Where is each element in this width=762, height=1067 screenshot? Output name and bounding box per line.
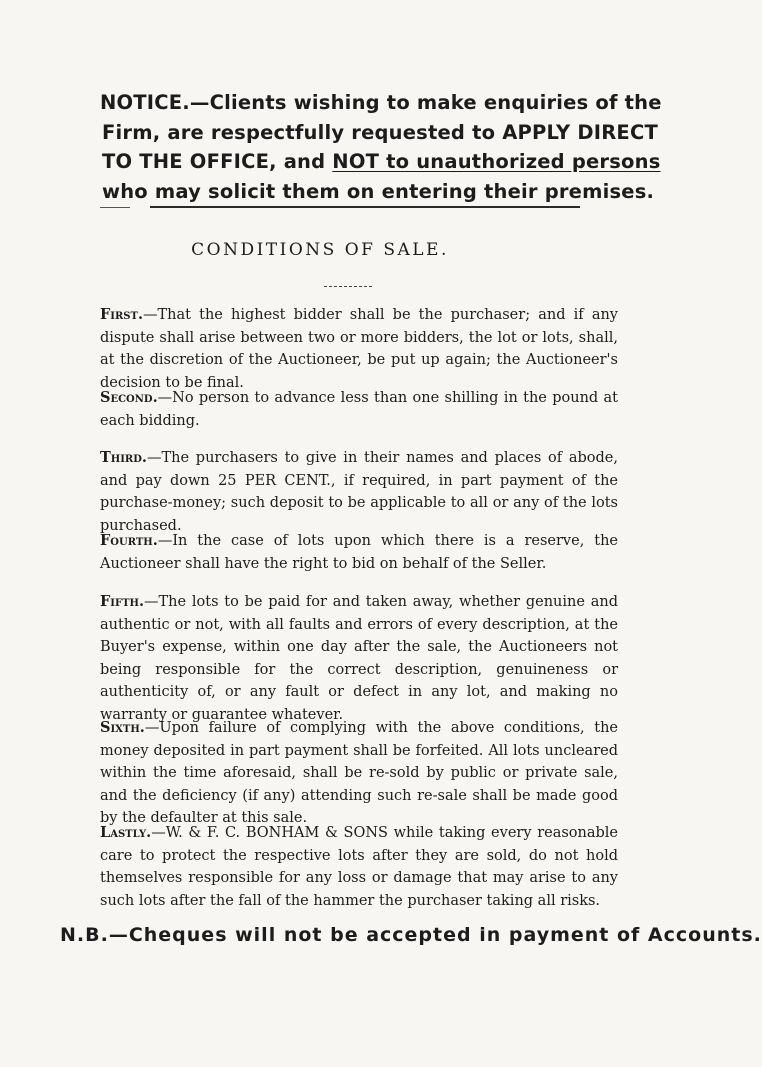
condition-lead: Second. <box>100 389 158 406</box>
condition-first <box>100 304 618 394</box>
condition-lead: Fourth. <box>100 532 158 549</box>
conditions-title: CONDITIONS OF SALE. <box>191 240 449 260</box>
condition-second <box>100 387 618 432</box>
nb-cheques-note: N.B.—Cheques will not be accepted in payment of Accounts. <box>60 924 762 946</box>
divider-rule <box>150 206 580 208</box>
notice-line-3 <box>100 147 661 177</box>
notice-underlined-phrase: NOT to unauthorized persons <box>332 150 661 173</box>
condition-text: —That the highest bidder shall be the purchaser; and if any dispute shall arise between two or more bidders, the lot or lots, shall, at the discretion of the Auctioneer, be put up again; the Auctioneer's decision to be final. <box>100 307 618 391</box>
condition-lead: Lastly. <box>100 824 152 841</box>
notice-line-4: who may solicit them on entering their premises. <box>102 179 655 203</box>
condition-lead: First. <box>100 306 143 323</box>
condition-text: —No person to advance less than one shilling in the pound at each bidding. <box>100 390 618 429</box>
notice-line-1: NOTICE.—Clients wishing to make enquiries of the <box>100 91 662 114</box>
condition-text: —The purchasers to give in their names and places of abode, and pay down 25 PER CENT., if required, in part payment of the purchase-money; such deposit to be applicable to all or any of the lots purchased. <box>100 450 618 534</box>
condition-fourth <box>100 530 618 575</box>
notice-line-3-start: TO THE OFFICE, and <box>102 150 333 173</box>
condition-sixth <box>100 717 618 830</box>
condition-lastly <box>100 822 618 912</box>
title-underline <box>324 286 372 287</box>
divider-short <box>100 207 130 208</box>
notice-block <box>100 88 662 206</box>
condition-text: —Upon failure of complying with the above conditions, the money deposited in part payment shall be forfeited. All lots uncleared within the time aforesaid, shall be re-sold by public or private sale, and the deficiency (if any) attending such re-sale shall be made good by the defaulter at this sale. <box>100 720 618 826</box>
condition-text: —W. & F. C. BONHAM & SONS while taking every reasonable care to protect the respective lots after they are sold, do not hold themselves responsible for any loss or damage that may arise to any such lots after the fall of the hammer the purchaser taking all risks. <box>100 825 618 909</box>
condition-text: —The lots to be paid for and taken away, whether genuine and authentic or not, with all faults and errors of every description, at the Buyer's expense, within one day after the sale, the Auctioneers not being responsible for the correct description, genuineness or authenticity of, or any fault or defect in any lot, and making no warranty or guarantee whatever. <box>100 594 618 723</box>
notice-line-2: Firm, are respectfully requested to APPLY DIRECT <box>102 120 658 144</box>
condition-lead: Fifth. <box>100 593 145 610</box>
condition-third <box>100 447 618 537</box>
condition-lead: Third. <box>100 449 147 466</box>
condition-fifth <box>100 591 618 726</box>
condition-text: —In the case of lots upon which there is a reserve, the Auctioneer shall have the right to bid on behalf of the Seller. <box>100 533 618 572</box>
condition-lead: Sixth. <box>100 719 145 736</box>
